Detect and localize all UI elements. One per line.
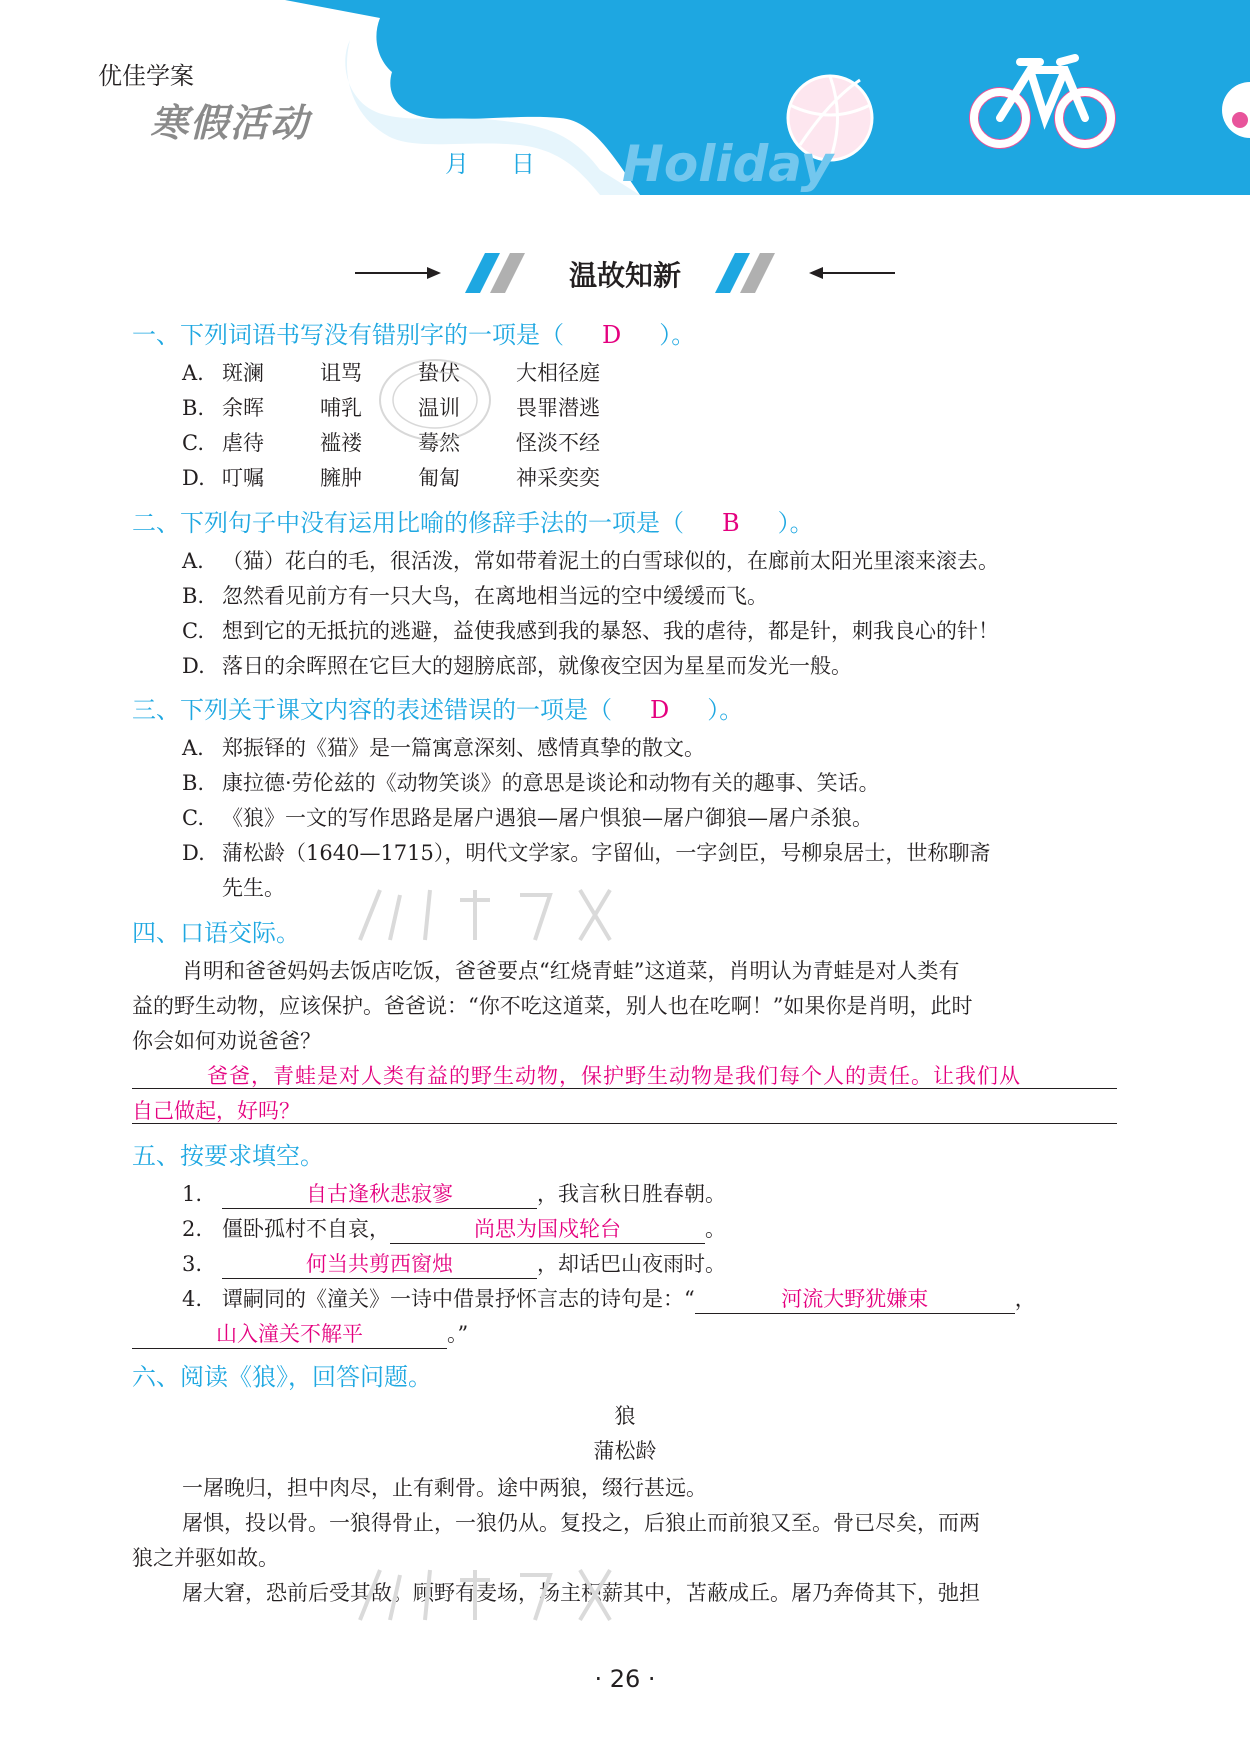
q2-option-d: D. 落日的余晖照在它巨大的翅膀底部，就像夜空因为星星而发光一般。 (182, 654, 852, 678)
question-3-tail: ）。 (707, 696, 744, 724)
question-1-heading (132, 315, 695, 350)
month-label: 月 (445, 150, 469, 178)
q2-option-a: A. （猫）花白的毛，很活泼，常如带着泥土的白雪球似的，在廊前太阳光里滚来滚去。 (182, 549, 999, 573)
section-title: 温故知新 (568, 259, 681, 292)
brand-name: 优佳学案 (98, 62, 194, 90)
q1-option-a: A. 斑澜 诅骂 蛰伏 大相径庭 (182, 361, 600, 385)
question-1-answer: D (602, 321, 622, 349)
question-2-tail: ）。 (777, 509, 814, 537)
question-3-text: 三、下列关于课文内容的表述错误的一项是（ (132, 696, 612, 724)
watermark-outline-2 (350, 1560, 650, 1630)
reading-paragraph-2-line-1: 屠惧，投以骨。一狼得骨止，一狼仍从。复投之，后狼止而前狼又至。骨已尽矣，而两 (182, 1511, 980, 1535)
q3-option-d-continued: 先生。 (222, 876, 285, 900)
question-2-heading (132, 503, 814, 538)
q4-paragraph-line-1: 肖明和爸爸妈妈去饭店吃饭，爸爸要点“红烧青蛙”这道菜，肖明认为青蛙是对人类有 (182, 959, 960, 983)
question-2-text: 二、下列句子中没有运用比喻的修辞手法的一项是（ (132, 509, 684, 537)
q5-item-4-fill-2: 山入潼关不解平 (216, 1322, 363, 1346)
q4-handwritten-answer-1: 爸爸，青蛙是对人类有益的野生动物，保护野生动物是我们每个人的责任。让我们从 (207, 1064, 1021, 1088)
q3-option-d: D. 蒲松龄（1640—1715），明代文学家。字留仙，一字剑臣，号柳泉居士，世称聊斋 (182, 841, 991, 865)
q4-paragraph-line-3: 你会如何劝说爸爸？ (132, 1029, 321, 1053)
q1-option-b: B. 余晖 哺乳 温训 畏罪潜逃 (182, 396, 600, 420)
q5-item-3-fill: 何当共剪西窗烛 (306, 1252, 453, 1276)
q5-item-1-fill: 自古逢秋悲寂寥 (306, 1182, 453, 1206)
reading-title: 狼 (614, 1404, 636, 1428)
q5-item-4: 4. 谭嗣同的《潼关》一诗中借景抒怀言志的诗句是：“ 河流大野犹嫌束 ， (182, 1283, 1036, 1314)
q4-handwritten-answer-2: 自己做起，好吗？ (132, 1099, 300, 1123)
q1-option-c: C. 虐待 褴褛 蓦然 怪淡不经 (182, 431, 600, 455)
question-1-tail: ）。 (659, 321, 696, 349)
stamp-watermark (375, 350, 495, 450)
q3-option-c: C. 《狼》一文的写作思路是屠户遇狼—屠户惧狼—屠户御狼—屠户杀狼。 (182, 806, 873, 830)
q4-paragraph-line-2: 益的野生动物，应该保护。爸爸说：“你不吃这道菜，别人也在吃啊！”如果你是肖明，此时 (132, 994, 973, 1018)
watermark-outline-1 (350, 880, 650, 950)
question-1-text: 一、下列词语书写没有错别字的一项是（ (132, 321, 564, 349)
page-number: · 26 · (594, 1665, 656, 1693)
q4-answer-line-1 (132, 1060, 1117, 1089)
reading-paragraph-1: 一屠晚归，担中肉尽，止有剩骨。途中两狼，缀行甚远。 (182, 1476, 707, 1500)
q5-item-2: 2. 僵卧孤村不自哀， 尚思为国戍轮台 。 (182, 1213, 726, 1244)
q2-option-b: B. 忽然看见前方有一只大鸟，在离地相当远的空中缓缓而飞。 (182, 584, 768, 608)
q2-option-c: C. 想到它的无抵抗的逃避，益使我感到我的暴怒、我的虐待，都是针，刺我良心的针！ (182, 619, 999, 643)
day-label: 日 (511, 150, 535, 178)
question-3-answer: D (650, 696, 670, 724)
reading-paragraph-2-line-2: 狼之并驱如故。 (132, 1546, 279, 1570)
question-2-answer: B (722, 509, 740, 537)
q5-item-2-fill: 尚思为国戍轮台 (474, 1217, 621, 1241)
question-3-heading (132, 690, 743, 725)
reading-author: 蒲松龄 (593, 1439, 657, 1463)
holiday-wordmark: Holiday (622, 135, 834, 193)
q3-option-b: B. 康拉德·劳伦兹的《动物笑谈》的意思是谈论和动物有关的趣事、笑话。 (182, 771, 880, 795)
q5-item-4-fill-1: 河流大野犹嫌束 (781, 1287, 929, 1311)
activity-title: 寒假活动 (150, 101, 311, 145)
q5-item-3: 3. 何当共剪西窗烛 ，却话巴山夜雨时。 (182, 1248, 726, 1279)
watermark-area-1 (350, 880, 650, 950)
q4-answer-line-2 (132, 1095, 1117, 1124)
q5-item-1: 1. 自古逢秋悲寂寥 ，我言秋日胜春朝。 (182, 1178, 726, 1209)
question-6-heading: 六、阅读《狼》，回答问题。 (132, 1363, 432, 1391)
reading-paragraph-3: 屠大窘，恐前后受其敌。顾野有麦场，场主积薪其中，苫蔽成丘。屠乃奔倚其下，弛担 (182, 1581, 980, 1605)
q5-item-4-continued: 山入潼关不解平 。” (132, 1318, 468, 1349)
question-4-heading: 四、口语交际。 (132, 919, 300, 947)
watermark-area-2 (350, 1560, 650, 1630)
question-5-heading: 五、按要求填空。 (132, 1142, 324, 1170)
q1-option-d: D. 叮嘱 臃肿 匍匐 神采奕奕 (182, 466, 600, 490)
q3-option-a: A. 郑振铎的《猫》是一篇寓意深刻、感情真挚的散文。 (182, 736, 705, 760)
